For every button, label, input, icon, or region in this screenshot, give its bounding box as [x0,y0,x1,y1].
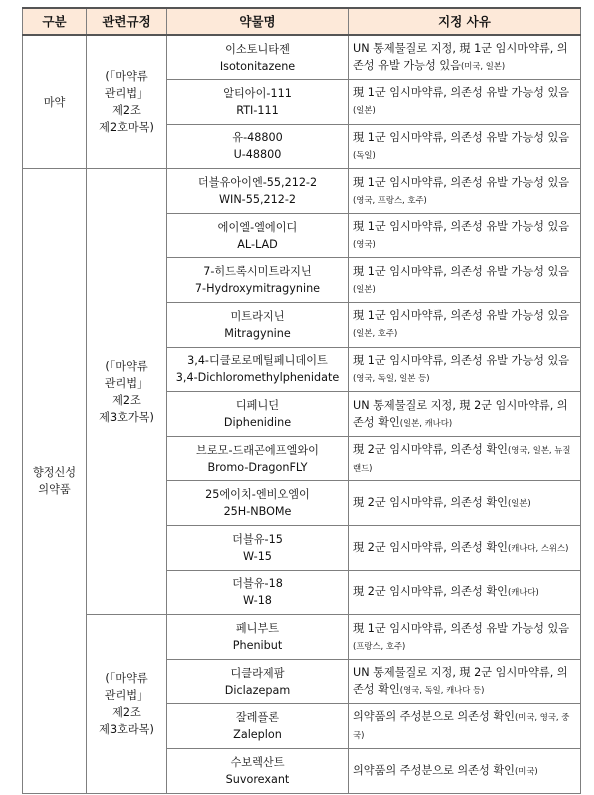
reason-cell [349,615,581,660]
reason-text: 現 1군 임시마약류, 의존성 유발 가능성 있음 [353,175,570,189]
reason-cell [349,35,581,80]
reason-cell [349,570,581,615]
drug-name-english: Isotonitazene [219,59,296,73]
reason-text: 現 1군 임시마약류, 의존성 유발 가능성 있음 [353,353,570,367]
drug-name-english: Mitragynine [224,326,291,340]
drug-name-cell [167,80,349,125]
category-text: 향정신성 [32,465,77,479]
drug-name-korean: 더블유아이엔-55,212-2 [197,176,318,190]
drug-name-cell [167,615,349,660]
table-row [23,169,581,214]
header-reason: 지정 사유 [349,8,581,35]
drug-name-cell [167,436,349,481]
regulation-line: 제2조 [112,104,141,118]
reason-countries: (캐나다, 스위스) [507,542,569,553]
drug-name-english: WIN-55,212-2 [218,193,297,207]
category-cell [23,35,87,169]
drug-name-english: RTI-111 [236,103,279,117]
regulation-line: (「마약류 [105,70,148,84]
drug-name-korean: 알티아이-111 [223,86,292,100]
reason-countries: (일본, 캐나다) [399,417,453,428]
reason-text: 現 1군 임시마약류, 의존성 유발 가능성 있음 [353,309,570,323]
regulation-line: 제2호마목) [99,121,154,135]
regulation-line: 관리법」 [104,87,149,101]
drug-name-korean: 이소토니타젠 [225,42,290,56]
drug-name-english: AL-LAD [237,237,278,251]
drug-name-cell [167,392,349,437]
drug-name-korean: 페니부트 [235,622,280,636]
table-row [23,615,581,660]
header-category: 구분 [23,8,87,35]
header-regulation: 관련규정 [87,8,167,35]
drug-name-english: 25H-NBOMe [223,505,292,519]
drug-name-korean: 디클라제팜 [230,666,285,680]
reason-text: UN 통제물질로 지정, 現 2군 임시마약류, 의존성 확인 [353,398,568,429]
drug-name-korean: 브로모-드래곤에프엘와이 [196,443,319,457]
drug-name-english: Zaleplon [233,728,282,742]
reason-cell [349,436,581,481]
drug-name-english: 7-Hydroxymitragynine [194,282,321,296]
reason-text: 現 2군 임시마약류, 의존성 확인 [353,540,508,554]
drug-name-korean: 수보렉산트 [230,755,285,769]
drug-name-korean: 디페니딘 [235,399,280,413]
drug-name-cell [167,526,349,571]
reason-countries: (영국, 일본, 뉴질랜드) [353,444,571,473]
reason-text: UN 통제물질로 지정, 現 2군 임시마약류, 의존성 확인 [353,666,568,697]
reason-countries: (일본) [353,105,376,116]
reason-cell [349,169,581,214]
reason-text: UN 통제물질로 지정, 現 1군 임시마약류, 의존성 유발 가능성 있음 [353,42,568,73]
reason-countries: (프랑스, 호주) [353,640,406,651]
reason-text: 現 1군 임시마약류, 의존성 유발 가능성 있음 [353,621,570,635]
header-drug-name: 약물명 [167,8,349,35]
drug-name-korean: 유-48800 [232,131,283,145]
reason-countries: (영국, 독일, 캐나다 등) [399,685,485,696]
drug-name-korean: 미트라지닌 [230,309,285,323]
reason-countries: (일본, 호주) [353,328,398,339]
regulation-line: 제2조 [112,393,141,407]
category-cell [23,169,87,793]
drug-name-korean: 25에이치-엔비오엠이 [205,488,310,502]
drug-name-cell [167,704,349,749]
regulation-line: 제2조 [112,705,141,719]
drug-name-cell [167,303,349,348]
table-body [23,35,581,793]
reason-cell [349,347,581,392]
drug-name-cell [167,347,349,392]
reason-text: 現 1군 임시마약류, 의존성 유발 가능성 있음 [353,130,570,144]
reason-cell [349,124,581,169]
drug-name-korean: 더블유-15 [232,532,283,546]
drug-name-cell [167,570,349,615]
drug-name-cell [167,659,349,704]
drug-name-korean: 3,4-디클로로메틸페니데이트 [187,354,328,368]
document [22,7,581,794]
reason-cell [349,392,581,437]
drug-name-english: Bromo-DragonFLY [207,460,308,474]
regulation-line: (「마약류 [105,359,148,373]
drug-name-english: Diphenidine [223,416,292,430]
drug-name-english: Diclazepam [224,683,291,697]
drug-name-cell [167,258,349,303]
drug-name-english: Suvorexant [225,772,290,786]
regulation-cell [87,615,167,793]
table-header [23,8,581,35]
drug-name-english: Phenibut [232,639,283,653]
reason-cell [349,258,581,303]
reason-cell [349,303,581,348]
regulation-cell [87,35,167,169]
drug-name-korean: 더블유-18 [232,577,283,591]
reason-cell [349,481,581,526]
reason-countries: (미국, 영국, 중국) [353,712,570,741]
drug-name-english: W-15 [243,549,272,563]
drug-name-cell [167,213,349,258]
reason-text: 의약품의 주성분으로 의존성 확인 [353,763,515,777]
reason-text: 의약품의 주성분으로 의존성 확인 [353,710,515,724]
reason-cell [349,80,581,125]
reason-countries: (미국, 일본) [460,61,506,72]
drug-designation-table [22,7,581,794]
reason-cell [349,213,581,258]
reason-countries: (일본) [507,498,531,509]
drug-name-korean: 에이엘-엘에이디 [217,220,298,234]
drug-name-korean: 7-히드록시미트라지닌 [203,265,312,279]
reason-cell [349,659,581,704]
reason-countries: (독일) [353,149,376,160]
regulation-cell [87,169,167,615]
drug-name-cell [167,749,349,794]
reason-countries: (일본) [353,283,376,294]
reason-cell [349,704,581,749]
drug-name-cell [167,35,349,80]
regulation-line: (「마약류 [105,671,148,685]
reason-cell [349,526,581,571]
reason-countries: (영국, 프랑스, 호주) [353,194,427,205]
regulation-line: 관리법」 [104,376,149,390]
regulation-line: 제3호가목) [99,410,154,424]
category-text: 마약 [43,95,66,109]
drug-name-english: 3,4-Dichloromethylphenidate [175,371,340,385]
category-text: 의약품 [38,482,71,496]
reason-text: 現 1군 임시마약류, 의존성 유발 가능성 있음 [353,220,570,234]
table-row [23,35,581,80]
regulation-line: 제3호라목) [99,722,154,736]
drug-name-cell [167,169,349,214]
reason-countries: (캐나다) [507,587,539,598]
reason-cell [349,749,581,794]
drug-name-cell [167,124,349,169]
drug-name-korean: 잘레플론 [235,711,280,725]
reason-text: 現 2군 임시마약류, 의존성 확인 [353,585,508,599]
reason-countries: (미국) [514,765,538,776]
reason-text: 現 1군 임시마약류, 의존성 유발 가능성 있음 [353,86,570,100]
reason-countries: (영국, 독일, 일본 등) [353,372,430,383]
reason-text: 現 1군 임시마약류, 의존성 유발 가능성 있음 [353,264,570,278]
reason-text: 現 2군 임시마약류, 의존성 확인 [353,496,508,510]
drug-name-cell [167,481,349,526]
reason-text: 現 2군 임시마약류, 의존성 확인 [353,442,508,456]
drug-name-english: U-48800 [233,148,282,162]
drug-name-english: W-18 [243,594,272,608]
reason-countries: (영국) [353,239,376,250]
header-row [23,8,581,35]
regulation-line: 관리법」 [104,688,149,702]
